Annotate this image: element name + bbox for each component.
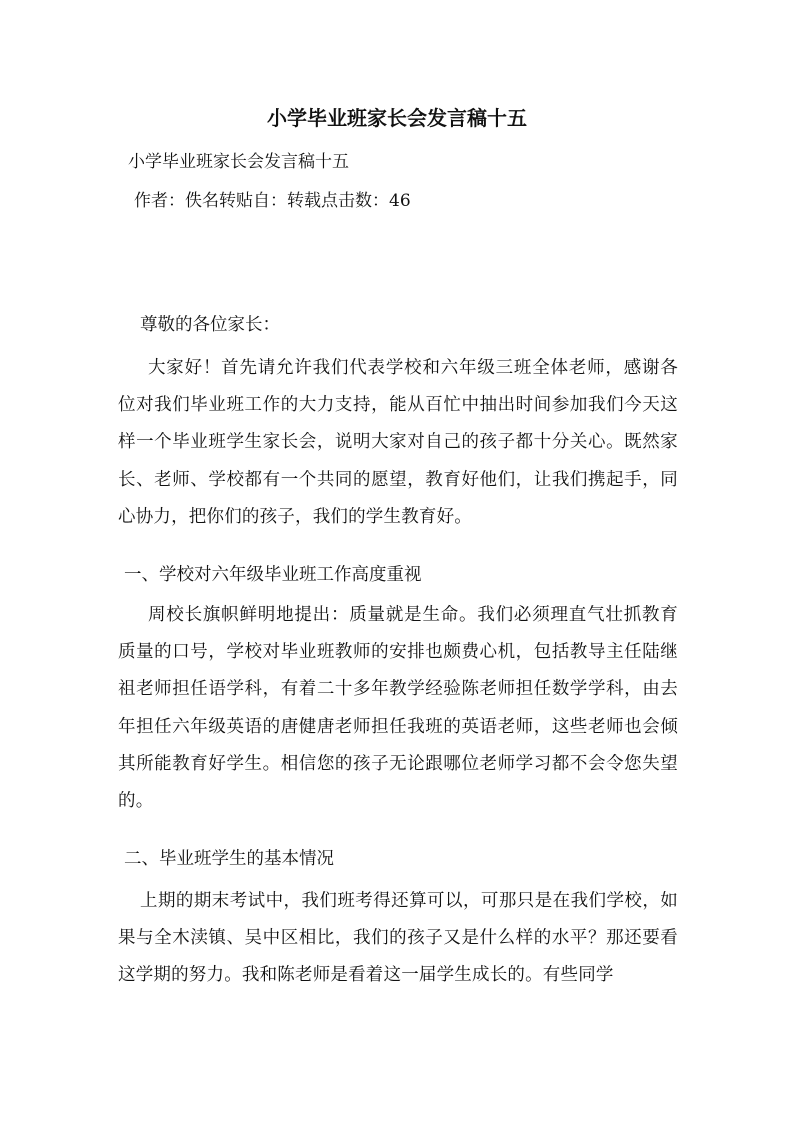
document-meta: 作者：佚名转贴自：转载点击数：46	[134, 191, 411, 211]
section-heading-2: 二、毕业班学生的基本情况	[124, 849, 334, 869]
greeting: 尊敬的各位家长：	[140, 315, 280, 335]
paragraph-2: 周校长旗帜鲜明地提出：质量就是生命。我们必须理直气壮抓教育质量的口号，学校对毕业班教师的安排也颇费心机，包括教导主任陆继祖老师担任语学科，有着二十多年教学经验陈老师担任数学学科，由去年担任六年级英语的唐健唐老师担任我班的英语老师，这些老师也会倾其所能教育好学生。相信您的孩子无论跟哪位老师学习都不会令您失望的。	[118, 605, 678, 812]
document-title: 小学毕业班家长会发言稿十五	[267, 106, 527, 130]
paragraph-1: 大家好！首先请允许我们代表学校和六年级三班全体老师，感谢各位对我们毕业班工作的大力支持，能从百忙中抽出时间参加我们今天这样一个毕业班学生家长会，说明大家对自己的孩子都十分关心。既然家长、老师、学校都有一个共同的愿望，教育好他们，让我们携起手，同心协力，把你们的孩子，我们的学生教育好。	[118, 358, 678, 527]
document-subtitle: 小学毕业班家长会发言稿十五	[128, 152, 349, 172]
section-heading-1: 一、学校对六年级毕业班工作高度重视	[124, 565, 422, 585]
paragraph-3: 上期的期末考试中，我们班考得还算可以，可那只是在我们学校，如果与全木渎镇、吴中区相比，我们的孩子又是什么样的水平？那还要看这学期的努力。我和陈老师是看着这一届学生成长的。有些同学	[118, 891, 678, 986]
